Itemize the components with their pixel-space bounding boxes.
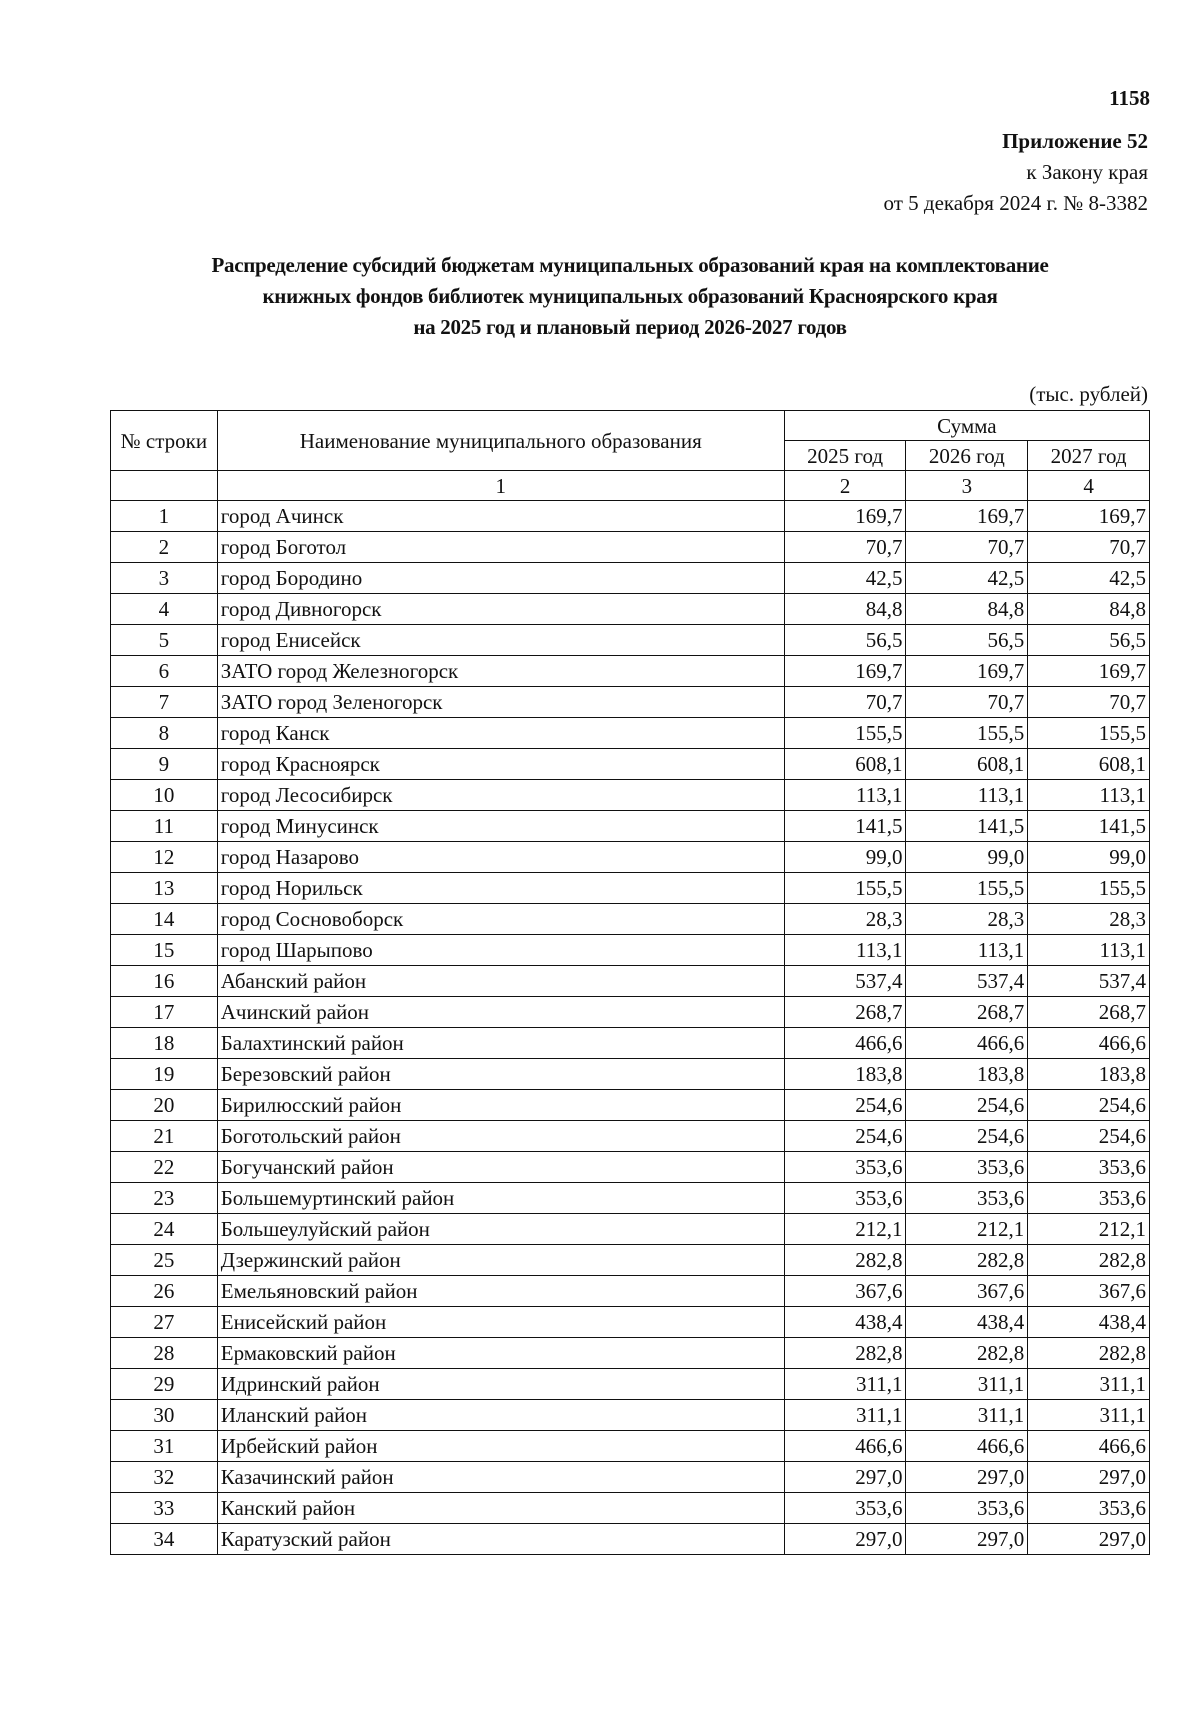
sum-2027: 466,6 [1028, 1028, 1150, 1059]
col-number: 4 [1028, 471, 1150, 501]
municipality-name: город Шарыпово [217, 935, 784, 966]
table-row [111, 935, 1150, 966]
sum-2026: 169,7 [906, 501, 1028, 532]
table-row [111, 1028, 1150, 1059]
municipality-name: город Красноярск [217, 749, 784, 780]
sum-2026: 113,1 [906, 935, 1028, 966]
sum-2025: 254,6 [784, 1090, 906, 1121]
table-row [111, 1183, 1150, 1214]
municipality-name: Емельяновский район [217, 1276, 784, 1307]
sum-2027: 353,6 [1028, 1152, 1150, 1183]
col-number: 1 [217, 471, 784, 501]
sum-2026: 169,7 [906, 656, 1028, 687]
municipality-name: город Лесосибирск [217, 780, 784, 811]
header-year-2026: 2026 год [906, 441, 1028, 471]
municipality-name: Большеулуйский район [217, 1214, 784, 1245]
row-number: 5 [111, 625, 218, 656]
title-line: на 2025 год и плановый период 2026-2027 годов [413, 315, 847, 339]
sum-2026: 212,1 [906, 1214, 1028, 1245]
sum-2027: 169,7 [1028, 501, 1150, 532]
table-body [111, 501, 1150, 1555]
header-num-text: № строки [120, 428, 208, 453]
row-number: 17 [111, 997, 218, 1028]
sum-2025: 155,5 [784, 873, 906, 904]
table-row [111, 1090, 1150, 1121]
sum-2026: 353,6 [906, 1493, 1028, 1524]
row-number: 25 [111, 1245, 218, 1276]
row-number: 19 [111, 1059, 218, 1090]
table-row [111, 1493, 1150, 1524]
sum-2027: 268,7 [1028, 997, 1150, 1028]
row-number: 18 [111, 1028, 218, 1059]
row-number: 10 [111, 780, 218, 811]
sum-2026: 155,5 [906, 718, 1028, 749]
municipality-name: город Бородино [217, 563, 784, 594]
col-number: 3 [906, 471, 1028, 501]
table-row [111, 532, 1150, 563]
row-number: 1 [111, 501, 218, 532]
sum-2026: 70,7 [906, 687, 1028, 718]
row-number: 6 [111, 656, 218, 687]
sum-2027: 438,4 [1028, 1307, 1150, 1338]
table-row [111, 563, 1150, 594]
row-number: 11 [111, 811, 218, 842]
sum-2027: 84,8 [1028, 594, 1150, 625]
col-number [111, 471, 218, 501]
sum-2025: 212,1 [784, 1214, 906, 1245]
table-row [111, 1214, 1150, 1245]
sum-2027: 141,5 [1028, 811, 1150, 842]
sum-2025: 282,8 [784, 1245, 906, 1276]
sum-2027: 311,1 [1028, 1400, 1150, 1431]
row-number: 31 [111, 1431, 218, 1462]
row-number: 4 [111, 594, 218, 625]
appendix-title: Приложение 52 [1002, 129, 1148, 153]
header-name: Наименование муниципального образования [217, 411, 784, 471]
table-row [111, 718, 1150, 749]
sum-2025: 42,5 [784, 563, 906, 594]
row-number: 14 [111, 904, 218, 935]
title-line: книжных фондов библиотек муниципальных образований Красноярского края [262, 284, 998, 308]
page-number: 1158 [1109, 86, 1150, 110]
municipality-name: Казачинский район [217, 1462, 784, 1493]
row-number: 26 [111, 1276, 218, 1307]
sum-2027: 56,5 [1028, 625, 1150, 656]
municipality-name: ЗАТО город Зеленогорск [217, 687, 784, 718]
row-number: 2 [111, 532, 218, 563]
col-number: 2 [784, 471, 906, 501]
row-number: 33 [111, 1493, 218, 1524]
row-number: 15 [111, 935, 218, 966]
municipality-name: ЗАТО город Железногорск [217, 656, 784, 687]
municipality-name: Богучанский район [217, 1152, 784, 1183]
row-number: 8 [111, 718, 218, 749]
units-label: (тыс. рублей) [1029, 382, 1148, 406]
row-number: 34 [111, 1524, 218, 1555]
municipality-name: город Назарово [217, 842, 784, 873]
sum-2025: 353,6 [784, 1493, 906, 1524]
municipality-name: Дзержинский район [217, 1245, 784, 1276]
appendix-block [884, 126, 1148, 219]
municipality-name: Идринский район [217, 1369, 784, 1400]
sum-2026: 311,1 [906, 1369, 1028, 1400]
sum-2027: 169,7 [1028, 656, 1150, 687]
sum-2027: 254,6 [1028, 1121, 1150, 1152]
row-number: 29 [111, 1369, 218, 1400]
municipality-name: город Норильск [217, 873, 784, 904]
row-number: 20 [111, 1090, 218, 1121]
municipality-name: Бирилюсский район [217, 1090, 784, 1121]
sum-2025: 466,6 [784, 1431, 906, 1462]
sum-2027: 282,8 [1028, 1338, 1150, 1369]
sum-2026: 42,5 [906, 563, 1028, 594]
table-row [111, 1152, 1150, 1183]
municipality-name: город Ачинск [217, 501, 784, 532]
sum-2027: 537,4 [1028, 966, 1150, 997]
sum-2026: 466,6 [906, 1431, 1028, 1462]
sum-2026: 113,1 [906, 780, 1028, 811]
sum-2026: 608,1 [906, 749, 1028, 780]
table-row [111, 811, 1150, 842]
header-num [111, 411, 218, 471]
row-number: 24 [111, 1214, 218, 1245]
municipality-name: Балахтинский район [217, 1028, 784, 1059]
municipality-name: Ирбейский район [217, 1431, 784, 1462]
table-row [111, 1307, 1150, 1338]
table-row [111, 1369, 1150, 1400]
sum-2025: 169,7 [784, 656, 906, 687]
table-row [111, 873, 1150, 904]
sum-2026: 466,6 [906, 1028, 1028, 1059]
table-row [111, 904, 1150, 935]
sum-2026: 70,7 [906, 532, 1028, 563]
sum-2027: 311,1 [1028, 1369, 1150, 1400]
sum-2025: 311,1 [784, 1400, 906, 1431]
municipality-name: Абанский район [217, 966, 784, 997]
sum-2025: 84,8 [784, 594, 906, 625]
sum-2025: 466,6 [784, 1028, 906, 1059]
sum-2025: 311,1 [784, 1369, 906, 1400]
sum-2025: 297,0 [784, 1524, 906, 1555]
sum-2026: 84,8 [906, 594, 1028, 625]
row-number: 13 [111, 873, 218, 904]
sum-2027: 282,8 [1028, 1245, 1150, 1276]
municipality-name: Канский район [217, 1493, 784, 1524]
sum-2027: 183,8 [1028, 1059, 1150, 1090]
sum-2025: 353,6 [784, 1183, 906, 1214]
table-row [111, 1462, 1150, 1493]
municipality-name: Березовский район [217, 1059, 784, 1090]
sum-2027: 367,6 [1028, 1276, 1150, 1307]
municipality-name: Большемуртинский район [217, 1183, 784, 1214]
table-row [111, 1121, 1150, 1152]
header-sum: Сумма [784, 411, 1149, 441]
table-row [111, 749, 1150, 780]
sum-2027: 466,6 [1028, 1431, 1150, 1462]
sum-2025: 183,8 [784, 1059, 906, 1090]
table-row [111, 842, 1150, 873]
sum-2026: 537,4 [906, 966, 1028, 997]
table-row [111, 1431, 1150, 1462]
title-line: Распределение субсидий бюджетам муниципальных образований края на комплектование [211, 253, 1049, 277]
sum-2027: 155,5 [1028, 718, 1150, 749]
sum-2025: 169,7 [784, 501, 906, 532]
sum-2025: 537,4 [784, 966, 906, 997]
sum-2025: 282,8 [784, 1338, 906, 1369]
municipality-name: Боготольский район [217, 1121, 784, 1152]
sum-2025: 155,5 [784, 718, 906, 749]
sum-2027: 70,7 [1028, 532, 1150, 563]
sum-2027: 608,1 [1028, 749, 1150, 780]
sum-2027: 353,6 [1028, 1183, 1150, 1214]
sum-2026: 297,0 [906, 1462, 1028, 1493]
row-number: 27 [111, 1307, 218, 1338]
row-number: 9 [111, 749, 218, 780]
sum-2026: 28,3 [906, 904, 1028, 935]
document-title [100, 250, 1160, 343]
sum-2025: 70,7 [784, 687, 906, 718]
sum-2025: 70,7 [784, 532, 906, 563]
sum-2027: 99,0 [1028, 842, 1150, 873]
sum-2025: 353,6 [784, 1152, 906, 1183]
municipality-name: город Канск [217, 718, 784, 749]
municipality-name: Иланский район [217, 1400, 784, 1431]
header-year-2025: 2025 год [784, 441, 906, 471]
table-row [111, 656, 1150, 687]
header-year-2027: 2027 год [1028, 441, 1150, 471]
sum-2026: 268,7 [906, 997, 1028, 1028]
table-row [111, 780, 1150, 811]
row-number: 30 [111, 1400, 218, 1431]
municipality-name: Ачинский район [217, 997, 784, 1028]
table-row [111, 1245, 1150, 1276]
table-row [111, 966, 1150, 997]
sum-2026: 282,8 [906, 1338, 1028, 1369]
sum-2026: 99,0 [906, 842, 1028, 873]
table-row [111, 997, 1150, 1028]
sum-2026: 183,8 [906, 1059, 1028, 1090]
sum-2026: 282,8 [906, 1245, 1028, 1276]
municipality-name: Ермаковский район [217, 1338, 784, 1369]
sum-2025: 113,1 [784, 935, 906, 966]
table-row [111, 1524, 1150, 1555]
subsidy-table [110, 410, 1150, 1555]
sum-2027: 70,7 [1028, 687, 1150, 718]
table-row [111, 1338, 1150, 1369]
sum-2026: 56,5 [906, 625, 1028, 656]
row-number: 22 [111, 1152, 218, 1183]
row-number: 16 [111, 966, 218, 997]
sum-2027: 254,6 [1028, 1090, 1150, 1121]
sum-2026: 438,4 [906, 1307, 1028, 1338]
row-number: 28 [111, 1338, 218, 1369]
sum-2025: 56,5 [784, 625, 906, 656]
appendix-date: от 5 декабря 2024 г. № 8-3382 [883, 191, 1148, 215]
sum-2025: 367,6 [784, 1276, 906, 1307]
row-number: 32 [111, 1462, 218, 1493]
row-number: 12 [111, 842, 218, 873]
sum-2026: 254,6 [906, 1121, 1028, 1152]
row-number: 3 [111, 563, 218, 594]
municipality-name: город Енисейск [217, 625, 784, 656]
table-row [111, 594, 1150, 625]
sum-2025: 608,1 [784, 749, 906, 780]
sum-2026: 367,6 [906, 1276, 1028, 1307]
municipality-name: город Минусинск [217, 811, 784, 842]
municipality-name: Енисейский район [217, 1307, 784, 1338]
sum-2027: 155,5 [1028, 873, 1150, 904]
sum-2026: 254,6 [906, 1090, 1028, 1121]
sum-2027: 28,3 [1028, 904, 1150, 935]
table-row [111, 1400, 1150, 1431]
municipality-name: город Дивногорск [217, 594, 784, 625]
sum-2027: 42,5 [1028, 563, 1150, 594]
sum-2026: 297,0 [906, 1524, 1028, 1555]
sum-2026: 141,5 [906, 811, 1028, 842]
sum-2027: 297,0 [1028, 1524, 1150, 1555]
table-row [111, 1276, 1150, 1307]
row-number: 21 [111, 1121, 218, 1152]
row-number: 23 [111, 1183, 218, 1214]
sum-2025: 297,0 [784, 1462, 906, 1493]
sum-2025: 28,3 [784, 904, 906, 935]
sum-2025: 438,4 [784, 1307, 906, 1338]
appendix-law: к Закону края [1026, 160, 1148, 184]
sum-2026: 353,6 [906, 1152, 1028, 1183]
row-number: 7 [111, 687, 218, 718]
table-row [111, 1059, 1150, 1090]
sum-2025: 99,0 [784, 842, 906, 873]
municipality-name: город Сосновоборск [217, 904, 784, 935]
municipality-name: Каратузский район [217, 1524, 784, 1555]
sum-2025: 254,6 [784, 1121, 906, 1152]
table-row [111, 501, 1150, 532]
sum-2026: 311,1 [906, 1400, 1028, 1431]
municipality-name: город Боготол [217, 532, 784, 563]
sum-2026: 353,6 [906, 1183, 1028, 1214]
sum-2027: 297,0 [1028, 1462, 1150, 1493]
sum-2027: 113,1 [1028, 780, 1150, 811]
sum-2027: 212,1 [1028, 1214, 1150, 1245]
sum-2027: 113,1 [1028, 935, 1150, 966]
sum-2026: 155,5 [906, 873, 1028, 904]
sum-2027: 353,6 [1028, 1493, 1150, 1524]
table-row [111, 687, 1150, 718]
sum-2025: 268,7 [784, 997, 906, 1028]
sum-2025: 113,1 [784, 780, 906, 811]
table-row [111, 625, 1150, 656]
sum-2025: 141,5 [784, 811, 906, 842]
